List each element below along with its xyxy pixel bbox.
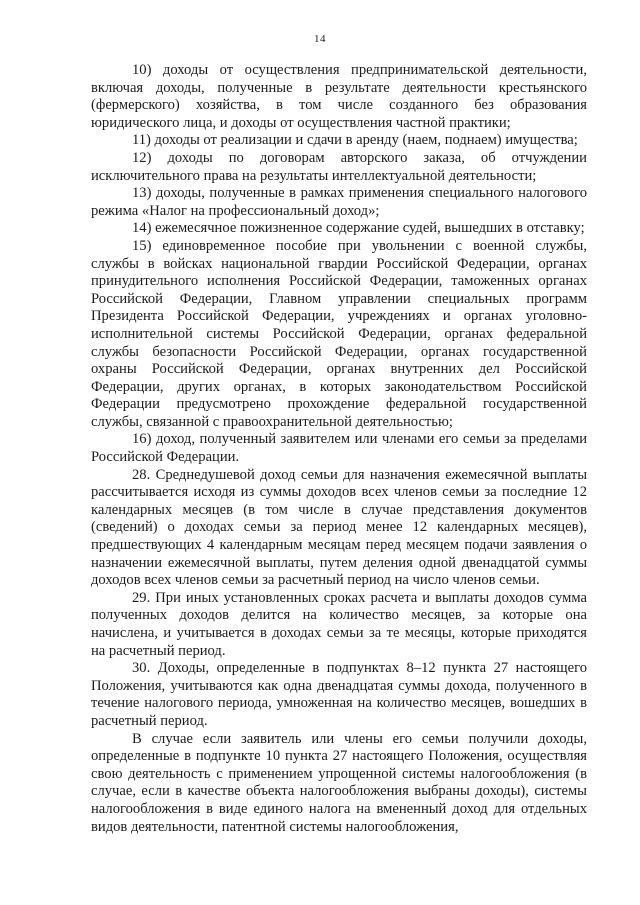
paragraph-item-10: 10) доходы от осуществления предпринимательской деятельности, включая доходы, полученные в результате деятельности крестьянского (фермерского) хозяйства, в том числе созданного без образования юридического лица, и доходы от осуществления частной практики; xyxy=(91,62,587,131)
paragraph-item-11: 11) доходы от реализации и сдачи в аренду (наем, поднаем) имущества; xyxy=(132,132,578,149)
paragraph-item-13: 13) доходы, полученные в рамках применения специального налогового режима «Налог на профессиональный доход»; xyxy=(91,185,587,219)
paragraph-clause-29: 29. При иных установленных сроках расчета и выплаты доходов сумма полученных доходов делится на количество месяцев, за которые она начислена, и учитывается в доходах семьи за те месяцы, которые приходятся на расчетный период. xyxy=(91,589,587,659)
document-body xyxy=(91,62,587,836)
paragraph-item-12: 12) доходы по договорам авторского заказа, об отчуждении исключительного права на результаты интеллектуальной деятельности; xyxy=(91,149,587,184)
paragraph-item-14: 14) ежемесячное пожизненное содержание судей, вышедших в отставку; xyxy=(132,220,585,237)
page-number: 14 xyxy=(314,33,326,45)
paragraph-clause-30: 30. Доходы, определенные в подпунктах 8–12 пункта 27 настоящего Положения, учитываются как одна двенадцатая суммы дохода, полученного в течение налогового периода, умноженная на количество месяцев, вошедших в расчетный период. xyxy=(91,660,587,729)
paragraph-item-16: 16) доход, полученный заявителем или членами его семьи за пределами Российской Федерации. xyxy=(91,431,587,466)
paragraph-clause-28: 28. Среднедушевой доход семьи для назначения ежемесячной выплаты рассчитывается исходя из суммы доходов всех членов семьи за последние 12 календарных месяцев (в том числе в случае представления документов (сведений) о доходах семьи за период менее 12 календарных месяцев), предшествующих 4 календарным месяцам перед месяцем подачи заявления о назначении ежемесячной выплаты, путем деления одной двенадцатой суммы доходов всех членов семьи за расчетный период на число членов семьи. xyxy=(91,466,587,589)
paragraph-item-15: 15) единовременное пособие при увольнении с военной службы, службы в войсках национальной гвардии Российской Федерации, органах принудительного исполнения Российской Федерации, таможенных органах Российской Федерации, Главном управлении специальных программ Президента Российской Федерации, учреждениях и органах уголовно-исполнительной системы Российской Федерации, органах федеральной службы безопасности Российской Федерации, органах государственной охраны Российской Федерации, органах внутренних дел Российской Федерации, других органах, в которых законодательством Российской Федерации предусмотрено прохождение федеральной государственной службы, связанной с правоохранительной деятельностью; xyxy=(91,237,587,430)
paragraph-clause-30-continuation: В случае если заявитель или члены его семьи получили доходы, определенные в подпункте 10 пункта 27 настоящего Положения, осуществляя свою деятельность с применением упрощенной системы налогообложения (в случае, если в качестве объекта налогообложения выбраны доходы), системы налогообложения в виде единого налога на вмененный доход для отдельных видов деятельности, патентной системы налогообложения, xyxy=(91,730,587,835)
